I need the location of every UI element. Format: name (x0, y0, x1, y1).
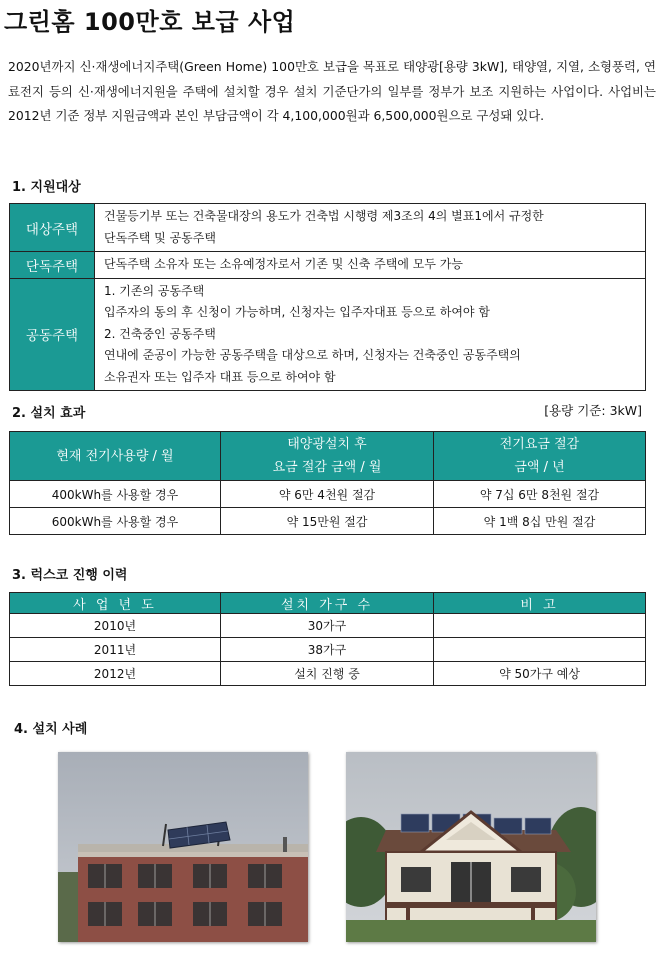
table-cell: 약 1백 8십 만원 절감 (434, 508, 646, 535)
table-row (10, 662, 646, 686)
content-line: 2. 건축중인 공동주택 (104, 326, 216, 341)
install-photo-house (346, 752, 596, 942)
row-label: 단독주택 (10, 252, 95, 279)
section-heading-effect: 2. 설치 효과 (12, 406, 86, 421)
table-cell: 약 50가구 예상 (434, 662, 646, 686)
column-header: 설치 가구 수 (221, 593, 434, 614)
project-history-table (9, 592, 646, 686)
table-cell: 2010년 (10, 614, 221, 638)
header-line: 전기요금 절감 (499, 437, 580, 452)
header-line: 현재 전기사용량 / 월 (56, 448, 174, 464)
column-header: 사 업 년 도 (10, 593, 221, 614)
table-cell: 2011년 (10, 638, 221, 662)
table-row (10, 638, 646, 662)
content-line: 1. 기존의 공동주택 (104, 283, 205, 298)
column-header: 비 고 (434, 593, 646, 614)
table-cell (434, 638, 646, 662)
section-heading-history: 3. 럭스코 진행 이력 (12, 568, 128, 583)
table-row (10, 614, 646, 638)
row-label: 공동주택 (10, 278, 95, 391)
table-row (10, 204, 646, 252)
table-row (10, 252, 646, 279)
header-line: 금액 / 년 (514, 460, 565, 475)
row-content (95, 278, 646, 391)
table-cell: 400kWh를 사용할 경우 (10, 481, 221, 508)
table-header-row (10, 593, 646, 614)
section-heading-examples: 4. 설치 사례 (14, 722, 88, 737)
table-cell: 600kWh를 사용할 경우 (10, 508, 221, 535)
table-cell: 약 7십 6만 8천원 절감 (434, 481, 646, 508)
capacity-note: [용량 기준: 3kW] (544, 403, 642, 418)
install-effect-table (9, 431, 646, 535)
content-line: 연내에 준공이 가능한 공동주택을 대상으로 하며, 신청자는 건축중인 공동주택의 (104, 348, 521, 362)
table-cell: 설치 진행 중 (221, 662, 434, 686)
column-header (10, 432, 221, 481)
column-header (434, 432, 646, 481)
content-line: 단독주택 소유자 또는 소유예정자로서 기존 및 신축 주택에 모두 가능 (104, 257, 463, 271)
table-row (10, 278, 646, 391)
row-content (95, 204, 646, 252)
table-cell: 2012년 (10, 662, 221, 686)
header-line: 태양광설치 후 (287, 437, 367, 452)
column-header (221, 432, 434, 481)
intro-paragraph: 2020년까지 신·재생에너지주택(Green Home) 100만호 보급을 목표로 태양광[용량 3kW], 태양열, 지열, 소형풍력, 연료전지 등의 신·재생에너지원을 주택에 설치할 경우 설치 기준단가의 일부를 정부가 보조 지원하는 사업이다. 사업비는 2012년 기준 정부 지원금액과 본인 부담금액이 각 4,100,000원과 6,500,000원으로 구성돼 있다. (8, 59, 656, 123)
install-photo-apartment (58, 752, 308, 942)
row-label: 대상주택 (10, 204, 95, 252)
table-cell (434, 614, 646, 638)
table-header-row (10, 432, 646, 481)
header-line: 요금 절감 금액 / 월 (272, 460, 382, 475)
table-cell: 38가구 (221, 638, 434, 662)
table-cell: 약 6만 4천원 절감 (221, 481, 434, 508)
page-title: 그린홈 100만호 보급 사업 (4, 8, 296, 36)
content-line: 단독주택 및 공동주택 (104, 230, 216, 245)
section-heading-support: 1. 지원대상 (12, 180, 81, 195)
content-line: 소유권자 또는 입주자 대표 등으로 하여야 함 (104, 369, 336, 384)
content-line: 입주자의 동의 후 신청이 가능하며, 신청자는 입주자대표 등으로 하여야 함 (104, 305, 490, 319)
table-cell: 약 15만원 절감 (221, 508, 434, 535)
table-cell: 30가구 (221, 614, 434, 638)
support-target-table (9, 203, 646, 391)
row-content (95, 252, 646, 279)
table-row (10, 481, 646, 508)
table-row (10, 508, 646, 535)
content-line: 건물등기부 또는 건축물대장의 용도가 건축법 시행령 제3조의 4의 별표1에서 규정한 (104, 209, 544, 223)
